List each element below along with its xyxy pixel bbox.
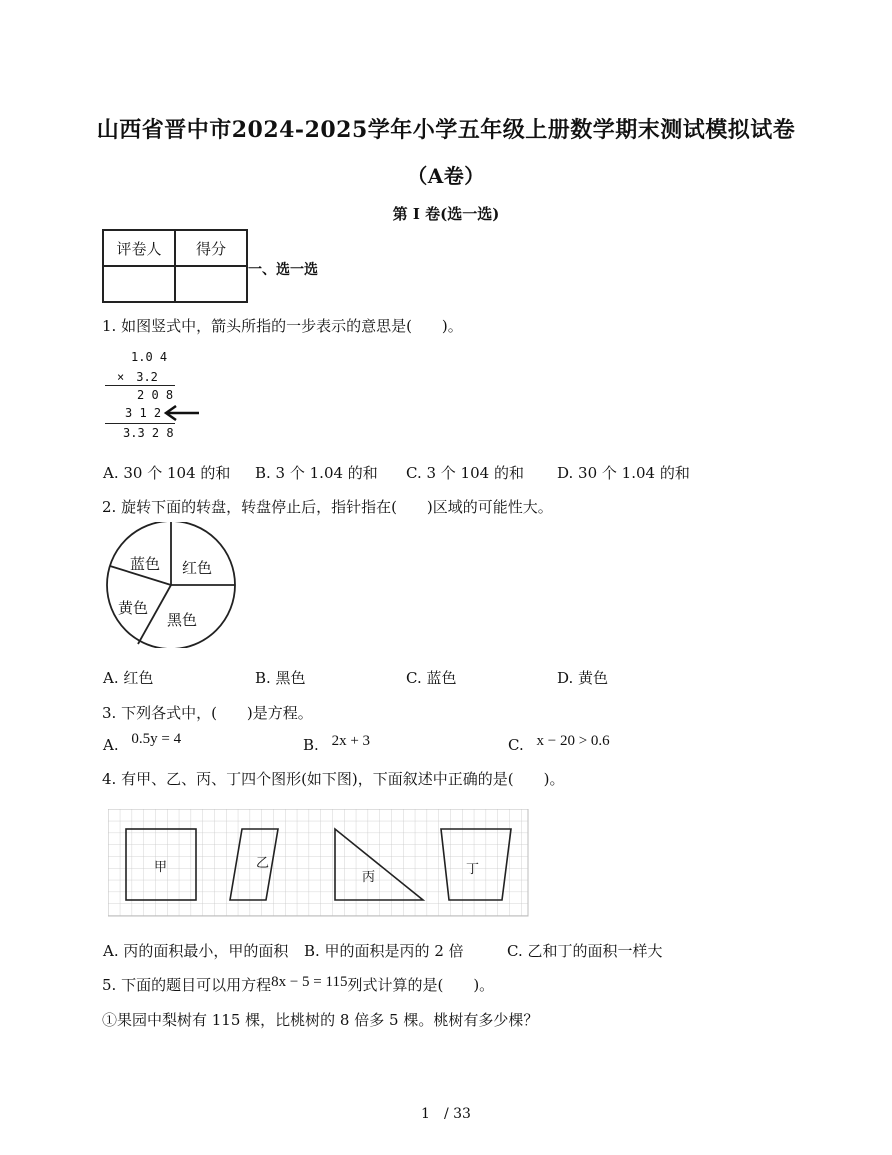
q3-option-b[interactable]	[303, 733, 371, 755]
q3-option-a[interactable]	[103, 731, 182, 755]
calc-line: 2 0 8	[137, 388, 174, 402]
inequality: x − 20 > 0.6	[536, 733, 610, 749]
q2-option-a[interactable]: A. 红色	[103, 669, 154, 687]
question-2: 2. 旋转下面的转盘，转盘停止后，指针指在( )区域的可能性大。	[102, 498, 553, 516]
equation: 0.5y = 4	[131, 731, 182, 747]
q4-option-c[interactable]: C. 乙和丁的面积一样大	[507, 942, 663, 960]
question-5	[102, 974, 494, 995]
question-5-text: 5. 下面的题目可以用方程	[102, 976, 272, 994]
shape-label-yi: 乙	[256, 856, 270, 871]
question-3: 3. 下列各式中，( )是方程。	[102, 704, 313, 722]
wheel-label-red: 红色	[182, 559, 213, 577]
q4-option-a[interactable]: A. 丙的面积最小，甲的面积	[103, 942, 289, 960]
q2-option-b[interactable]: B. 黑色	[255, 669, 306, 687]
option-label: C.	[508, 736, 524, 754]
wheel-label-black: 黑色	[167, 611, 198, 629]
page-subtitle: （A卷）	[407, 164, 485, 188]
question-5-text-end: 列式计算的是( )。	[347, 976, 495, 994]
calc-line: × 3.2	[117, 370, 158, 384]
score-table	[102, 229, 248, 303]
arrow-left-icon	[163, 405, 201, 421]
q2-option-c[interactable]: C. 蓝色	[406, 669, 457, 687]
option-label: B.	[303, 736, 319, 754]
question-5-item-1: ①果园中梨树有 115 棵，比桃树的 8 倍多 5 棵。桃树有多少棵？	[102, 1011, 539, 1029]
calc-rule	[105, 385, 175, 386]
calc-line: 1.0 4	[131, 350, 168, 364]
grader-cell[interactable]	[103, 266, 175, 302]
score-header: 得分	[175, 230, 247, 266]
page-title: 山西省晋中市2024-2025学年小学五年级上册数学期末测试模拟试卷	[96, 117, 796, 143]
q4-option-b[interactable]: B. 甲的面积是丙的 2 倍	[304, 942, 464, 960]
equation: 8x − 5 = 115	[271, 974, 348, 990]
question-1: 1. 如图竖式中，箭头所指的一步表示的意思是( )。	[102, 317, 463, 335]
q3-option-c[interactable]	[508, 733, 610, 755]
section-heading: 第 I 卷(选一选)	[392, 205, 500, 223]
q1-option-a[interactable]: A. 30 个 104 的和	[103, 464, 231, 482]
wheel-label-yellow: 黄色	[118, 599, 149, 617]
shape-label-jia: 甲	[154, 860, 168, 875]
shape-label-ding: 丁	[466, 862, 480, 877]
wheel-label-blue: 蓝色	[130, 555, 161, 573]
vertical-calculation	[103, 348, 213, 443]
grader-header: 评卷人	[103, 230, 175, 266]
q1-option-d[interactable]: D. 30 个 1.04 的和	[557, 464, 690, 482]
q2-option-d[interactable]: D. 黄色	[557, 669, 609, 687]
calc-line: 3.3 2 8	[123, 426, 174, 440]
question-4: 4. 有甲、乙、丙、丁四个图形(如下图)，下面叙述中正确的是( )。	[102, 770, 565, 788]
q1-option-b[interactable]: B. 3 个 1.04 的和	[255, 464, 378, 482]
option-label: A.	[103, 736, 119, 754]
part-label: 一、选一选	[248, 262, 318, 278]
q1-option-c[interactable]: C. 3 个 104 的和	[406, 464, 524, 482]
calc-line: 3 1 2	[125, 406, 162, 420]
calc-rule	[105, 423, 175, 424]
shape-label-bing: 丙	[362, 870, 376, 885]
score-cell[interactable]	[175, 266, 247, 302]
expression: 2x + 3	[331, 733, 371, 749]
page-number: 1 / 33	[421, 1106, 471, 1122]
